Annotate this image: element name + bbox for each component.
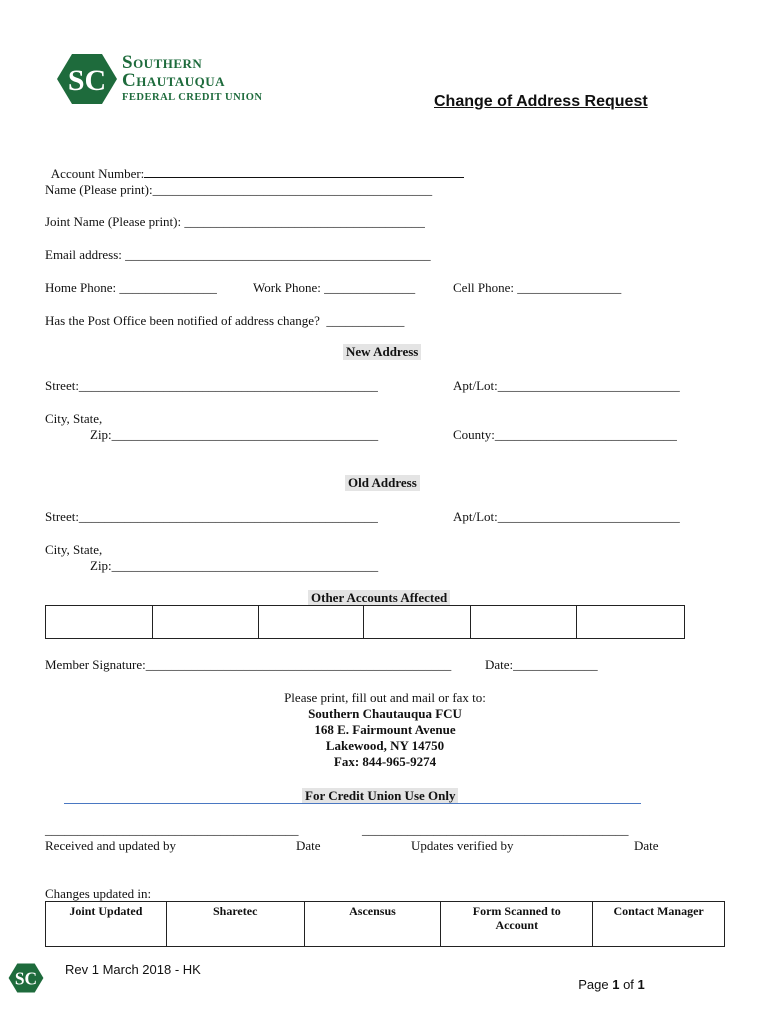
new-county-field[interactable]: County:____________________________ [453,427,677,442]
new-apt-field[interactable]: Apt/Lot:____________________________ [453,378,680,393]
mail-name: Southern Chautauqua FCU [308,706,462,721]
mail-intro: Please print, fill out and mail or fax to: [284,690,486,705]
new-city-state-label: City, State, [45,411,103,426]
signature-date-field[interactable]: Date:_____________ [485,657,598,672]
new-street-field[interactable]: Street:______________________________________________ [45,378,378,393]
old-street-field[interactable]: Street:______________________________________________ [45,509,378,524]
brand-line1: Southern [122,52,203,73]
changes-table [45,901,725,947]
account-number-label [45,149,464,182]
footer-page-number [571,962,645,992]
verified-by-line[interactable]: _________________________________________ [362,822,629,837]
account-number-field[interactable] [144,165,464,178]
changes-col-ascensus[interactable]: Ascensus [304,902,441,947]
other-account-cell[interactable] [471,606,577,639]
mail-city: Lakewood, NY 14750 [325,738,445,753]
received-by-label: Received and updated by [45,838,177,853]
verified-by-label: Updates verified by [411,838,514,853]
page-of: of [619,977,638,992]
cu-use-header: For Credit Union Use Only [302,788,458,804]
other-account-cell[interactable] [152,606,258,639]
page-current: 1 [612,977,620,992]
post-office-field[interactable]: Has the Post Office been notified of address change? ____________ [45,313,405,328]
changes-col-joint-updated[interactable]: Joint Updated [46,902,167,947]
page-prefix: Page [578,977,613,992]
account-number-text: Account Number: [50,166,145,181]
brand-logo [56,52,286,108]
brand-line3: FEDERAL CREDIT UNION [122,92,263,103]
new-zip-field[interactable]: Zip:_________________________________________ [90,427,379,442]
brand-line2: Chautauqua [122,70,225,91]
member-signature-field[interactable]: Member Signature:_______________________________________________ [45,657,452,672]
sc-emblem-icon [56,52,118,106]
old-zip-field[interactable]: Zip:_________________________________________ [90,558,379,573]
footer-sc-emblem-icon [8,962,44,994]
other-accounts-header: Other Accounts Affected [308,590,450,606]
cu-use-divider [64,803,641,804]
email-field[interactable]: Email address: _______________________________________________ [45,247,431,262]
changes-col-contact-manager[interactable]: Contact Manager [593,902,725,947]
other-account-cell[interactable] [364,606,471,639]
old-apt-field[interactable]: Apt/Lot:____________________________ [453,509,680,524]
verified-date-label: Date [634,838,659,853]
received-by-line[interactable]: _______________________________________ [45,822,299,837]
name-field[interactable]: Name (Please print):___________________________________________ [45,182,433,197]
old-city-state-label: City, State, [45,542,103,557]
other-accounts-table [45,605,685,639]
mail-fax: Fax: 844-965-9274 [333,754,437,769]
cell-phone-field[interactable]: Cell Phone: ________________ [453,280,622,295]
svg-text:SC: SC [14,968,38,989]
changes-col-sharetec[interactable]: Sharetec [166,902,304,947]
other-account-cell[interactable] [46,606,153,639]
other-account-cell[interactable] [258,606,364,639]
new-address-header: New Address [343,344,421,360]
joint-name-field[interactable]: Joint Name (Please print): _____________________________________ [45,214,425,229]
home-phone-field[interactable]: Home Phone: _______________ [45,280,217,295]
mail-street: 168 E. Fairmount Avenue [314,722,456,737]
form-title: Change of Address Request [434,93,648,110]
changes-col-form-scanned[interactable]: Form Scanned to Account [441,902,593,947]
old-address-header: Old Address [345,475,420,491]
other-account-cell[interactable] [577,606,685,639]
footer-revision: Rev 1 March 2018 - HK [65,962,201,977]
page-total: 1 [637,977,645,992]
changes-label: Changes updated in: [45,886,152,901]
received-date-label: Date [296,838,321,853]
svg-text:SC: SC [67,64,107,97]
work-phone-field[interactable]: Work Phone: ______________ [253,280,416,295]
